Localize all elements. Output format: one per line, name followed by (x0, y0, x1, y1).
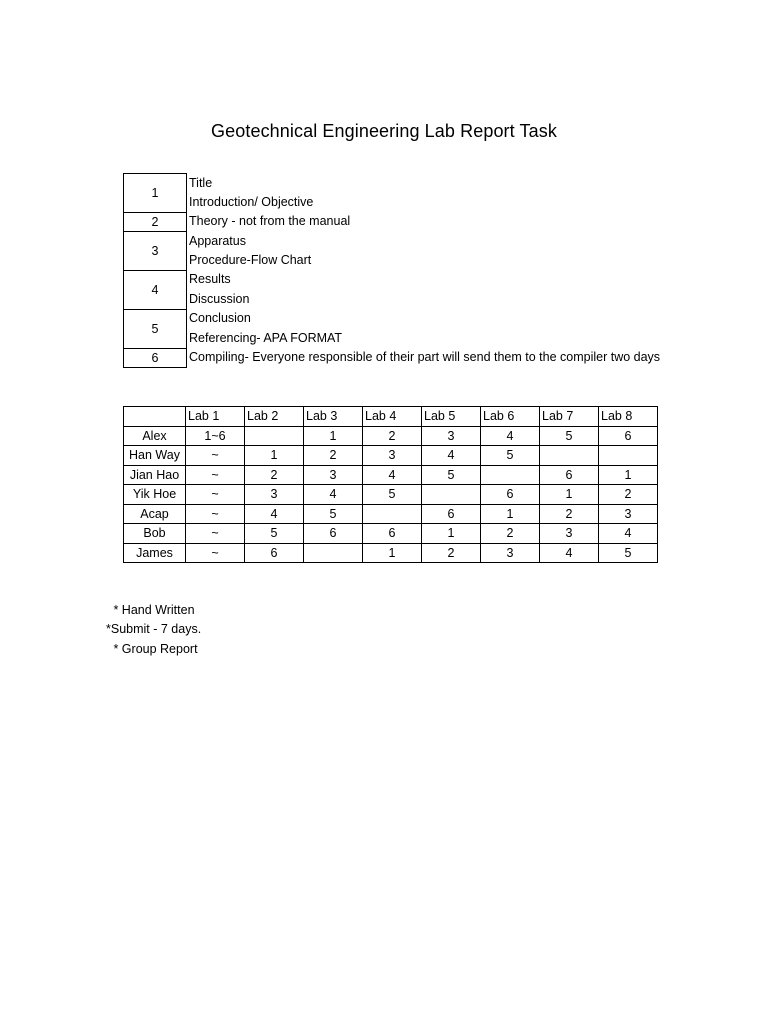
task-cell: 4 (481, 426, 540, 446)
task-cell: 2 (304, 446, 363, 466)
lab-header: Lab 3 (304, 407, 363, 427)
lab-header: Lab 5 (422, 407, 481, 427)
task-row (124, 270, 662, 309)
member-name: Bob (124, 524, 186, 544)
lab-header: Lab 8 (599, 407, 658, 427)
header-corner (124, 407, 186, 427)
task-cell: 4 (363, 465, 422, 485)
task-cell (245, 426, 304, 446)
task-number: 4 (124, 270, 187, 309)
task-cell: 2 (540, 504, 599, 524)
task-cell: 4 (245, 504, 304, 524)
schedule-header-row (124, 407, 658, 427)
task-line: Theory - not from the manual (189, 214, 351, 229)
task-cell: 3 (540, 524, 599, 544)
table-row (124, 465, 658, 485)
task-description (187, 270, 662, 309)
task-line: Title (189, 175, 213, 190)
task-row (124, 309, 662, 348)
task-number: 6 (124, 348, 187, 367)
task-row (124, 348, 662, 367)
member-name: Alex (124, 426, 186, 446)
task-cell: 2 (422, 543, 481, 563)
task-number: 5 (124, 309, 187, 348)
task-cell: 2 (599, 485, 658, 505)
task-cell: 1 (245, 446, 304, 466)
task-cell: 1 (540, 485, 599, 505)
task-cell (422, 485, 481, 505)
task-description (187, 348, 662, 367)
task-line: Referencing- APA FORMAT (189, 330, 343, 345)
page-title: Geotechnical Engineering Lab Report Task (211, 121, 557, 141)
task-row (124, 232, 662, 271)
task-cell: 3 (422, 426, 481, 446)
task-cell: 6 (363, 524, 422, 544)
notes (0, 601, 201, 659)
task-cell: 5 (422, 465, 481, 485)
task-line: Conclusion (189, 311, 251, 326)
table-row (124, 485, 658, 505)
table-row (124, 504, 658, 524)
task-number: 2 (124, 212, 187, 231)
table-row (124, 446, 658, 466)
task-row (124, 212, 662, 231)
task-number: 3 (124, 232, 187, 271)
task-cell (304, 543, 363, 563)
task-cell: ~ (186, 543, 245, 563)
member-name: Han Way (124, 446, 186, 466)
task-cell: 3 (304, 465, 363, 485)
task-cell: 3 (245, 485, 304, 505)
task-cell: 1 (481, 504, 540, 524)
task-line: Introduction/ Objective (189, 194, 314, 209)
task-cell: 1 (422, 524, 481, 544)
lab-header: Lab 6 (481, 407, 540, 427)
task-cell: 3 (363, 446, 422, 466)
task-table (123, 173, 662, 368)
member-name: Yik Hoe (124, 485, 186, 505)
task-line: Results (189, 272, 231, 287)
table-row (124, 426, 658, 446)
task-cell: 4 (304, 485, 363, 505)
lab-header: Lab 2 (245, 407, 304, 427)
task-description (187, 174, 662, 213)
task-cell: 6 (245, 543, 304, 563)
task-cell: 2 (245, 465, 304, 485)
task-cell (481, 465, 540, 485)
task-cell: 5 (245, 524, 304, 544)
note-line: * Group Report (110, 641, 198, 656)
task-description (187, 212, 662, 231)
task-cell: 4 (599, 524, 658, 544)
task-cell: 6 (422, 504, 481, 524)
task-cell: 1 (599, 465, 658, 485)
task-cell: 5 (481, 446, 540, 466)
task-cell: 5 (540, 426, 599, 446)
task-cell: 4 (422, 446, 481, 466)
member-name: Acap (124, 504, 186, 524)
lab-schedule-table (123, 406, 658, 563)
table-row (124, 524, 658, 544)
task-number: 1 (124, 174, 187, 213)
task-line: Apparatus (189, 233, 246, 248)
task-cell: 5 (304, 504, 363, 524)
task-line: Procedure-Flow Chart (189, 253, 312, 268)
task-cell (540, 446, 599, 466)
lab-header: Lab 7 (540, 407, 599, 427)
task-cell: 6 (304, 524, 363, 544)
task-cell: ~ (186, 504, 245, 524)
task-description (187, 309, 662, 348)
task-cell: 6 (599, 426, 658, 446)
task-cell: 5 (599, 543, 658, 563)
task-cell: ~ (186, 465, 245, 485)
task-cell: 6 (540, 465, 599, 485)
task-line: Discussion (189, 291, 250, 306)
task-cell: 2 (481, 524, 540, 544)
lab-header: Lab 4 (363, 407, 422, 427)
task-row (124, 174, 662, 213)
lab-header: Lab 1 (186, 407, 245, 427)
task-description (187, 232, 662, 271)
note-line: *Submit - 7 days. (106, 622, 202, 637)
task-cell: 1 (304, 426, 363, 446)
task-cell (363, 504, 422, 524)
task-cell: 4 (540, 543, 599, 563)
task-line: Compiling- Everyone responsible of their part will send them to the compiler two days (189, 350, 661, 365)
task-cell (599, 446, 658, 466)
task-cell: 6 (481, 485, 540, 505)
task-cell: 3 (599, 504, 658, 524)
task-cell: 5 (363, 485, 422, 505)
task-cell: ~ (186, 446, 245, 466)
task-cell: ~ (186, 524, 245, 544)
task-cell: 1 (363, 543, 422, 563)
task-cell: ~ (186, 485, 245, 505)
member-name: Jian Hao (124, 465, 186, 485)
note-line: * Hand Written (110, 603, 195, 617)
task-cell: 1~6 (186, 426, 245, 446)
table-row (124, 543, 658, 563)
task-cell: 2 (363, 426, 422, 446)
task-cell: 3 (481, 543, 540, 563)
member-name: James (124, 543, 186, 563)
